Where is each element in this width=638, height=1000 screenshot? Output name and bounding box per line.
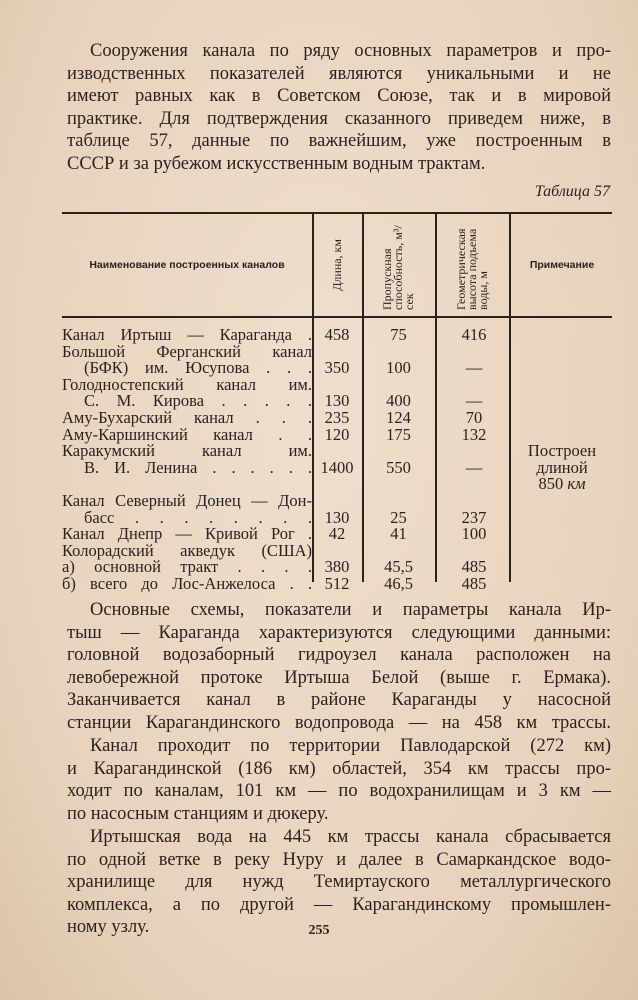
header-capacity-text: Пропускная способность, м³/сек <box>380 225 416 310</box>
cell-length: 380 <box>324 557 350 577</box>
text-line: по насосным станциям и дюкеру. <box>67 803 329 824</box>
text-line: тыш — Караганда характеризуются следующими данными: <box>67 622 611 643</box>
text-line: ходит по каналам, 101 км — по водохранилищам и 3 км — <box>67 781 611 802</box>
text-line: изводственных показателей являются уникальными и не <box>67 63 611 84</box>
cell-lift: 485 <box>461 557 487 577</box>
canal-name-line: Канал Северный Донец — Дон- <box>62 490 312 510</box>
text-line: Канал проходит по территории Павлодарской (272 км) <box>90 736 611 756</box>
cell-capacity: 175 <box>386 424 411 444</box>
text-line: практике. Для подтверждения сказанного приведем ниже, в <box>67 108 611 129</box>
cell-note <box>507 327 612 344</box>
cell-lift: 132 <box>461 424 487 444</box>
text-line: хранилище для нужд Темиртауского металлургического <box>67 872 611 893</box>
text-line: и Карагандинской (186 км) областей, 354 км трассы про- <box>67 758 611 779</box>
canal-name <box>62 443 312 476</box>
cell-capacity: 75 <box>390 325 407 344</box>
text-line: комплекса, а по другой — Карагандинскому промышлен- <box>67 894 611 915</box>
cell-capacity: 46,5 <box>384 573 413 593</box>
cell-capacity: 100 <box>386 358 411 378</box>
note-line: длиной <box>536 457 588 477</box>
cell-note <box>507 526 612 543</box>
table-header-rule <box>62 316 612 318</box>
header-length-text: Длина, км <box>329 239 344 291</box>
table-row <box>62 341 612 378</box>
text-line: станции Карагандинского водопровода — на 458 км трассы. <box>67 712 611 733</box>
cell-length: 42 <box>328 524 346 544</box>
canal-name-line: басс . . . . . . . . <box>84 507 312 527</box>
table-row <box>62 374 612 411</box>
cell-length: 235 <box>324 407 350 427</box>
canal-name-line: Голодностепский канал им. <box>62 374 312 394</box>
text-line: головной водозаборный гидроузел канала расположен на <box>67 645 611 666</box>
table-row <box>62 490 612 527</box>
cell-lift: 485 <box>461 573 487 593</box>
cell-length: 350 <box>324 358 350 378</box>
karakum-note <box>512 443 612 493</box>
note-line: Построен <box>527 441 597 461</box>
cell-note <box>507 493 612 526</box>
note-value: 850 <box>538 474 568 494</box>
text-line: Иртышская вода на 445 км трассы канала сбрасывается <box>90 827 611 847</box>
text-line: СССР и за рубежом искусственным водным трактам. <box>67 153 486 174</box>
canal-name <box>62 374 312 411</box>
cell-lift: — <box>465 358 483 378</box>
cell-length: 1400 <box>320 457 354 477</box>
canal-name-line: Канал Днепр — Кривой Рог . <box>62 524 312 544</box>
cell-note <box>507 576 612 593</box>
intro-paragraph <box>67 40 611 176</box>
text-line: таблице 57, данные по важнейшим, уже построенным в <box>67 131 611 152</box>
cell-note <box>507 559 612 576</box>
note-line <box>512 476 612 493</box>
canal-name-line: В. И. Ленина . . . . . . <box>84 457 312 477</box>
text-line: ному узлу. <box>67 917 150 938</box>
canal-name <box>62 490 312 527</box>
cell-length: 512 <box>324 573 350 593</box>
cell-note <box>507 377 612 410</box>
header-note: Примечание <box>529 259 595 271</box>
canal-name-line: Аму-Бухарский канал . . . <box>62 407 312 427</box>
header-capacity <box>362 214 435 316</box>
paragraph <box>67 735 611 825</box>
table-caption: Таблица 57 <box>534 183 610 200</box>
text-line: Сооружения канала по ряду основных параметров и про- <box>90 41 611 61</box>
cell-capacity: 550 <box>386 457 411 477</box>
cell-capacity: 124 <box>386 407 411 427</box>
page-number: 255 <box>308 923 330 938</box>
text-line: Основные схемы, показатели и параметры канала Ир- <box>90 600 611 620</box>
cell-lift: — <box>465 457 483 477</box>
canal-name-line: Большой Ферганский канал <box>62 341 312 361</box>
text-line: Заканчивается канал в районе Караганды у насосной <box>67 690 611 711</box>
cell-length: 130 <box>324 391 350 411</box>
canal-name-line: Аму-Каршинский канал . . <box>62 424 312 444</box>
canal-name-line: Колорадский акведук (США) <box>62 540 312 560</box>
cell-lift: 100 <box>461 524 487 544</box>
canal-name-line: б) всего до Лос-Анжелоса . . <box>62 573 312 593</box>
canal-name <box>62 341 312 378</box>
cell-lift: 237 <box>461 507 487 527</box>
paragraph <box>67 599 611 735</box>
cell-length: 120 <box>324 424 350 444</box>
cell-note <box>507 543 612 560</box>
cell-length: 458 <box>324 325 350 344</box>
text-line: по одной ветке в реку Нуру и далее в Самаркандское водо- <box>67 849 611 870</box>
cell-capacity: 45,5 <box>384 557 413 577</box>
cell-lift: — <box>465 391 483 411</box>
canal-name-line: Канал Иртыш — Караганда . <box>62 325 312 344</box>
cell-note <box>507 344 612 377</box>
header-length <box>312 214 362 316</box>
canal-name-line: Каракумский канал им. <box>62 441 312 461</box>
header-lift-text: Геометрическая высота подъема воды, м <box>453 228 490 310</box>
canal-name-line: С. М. Кирова . . . . . <box>84 391 312 411</box>
cell-length: 130 <box>324 507 350 527</box>
cell-capacity: 41 <box>390 524 407 544</box>
canal-name <box>62 573 312 593</box>
note-unit: км <box>567 474 586 494</box>
canal-name-line: а) основной тракт . . . . <box>62 557 312 577</box>
cell-capacity: 25 <box>390 507 407 527</box>
cell-lift: 416 <box>461 325 487 344</box>
header-name: Наименование построенных каналов <box>89 259 285 271</box>
table-row <box>62 573 612 593</box>
cell-lift: 70 <box>465 407 483 427</box>
cell-capacity: 400 <box>386 391 411 411</box>
cell-note <box>507 410 612 427</box>
header-lift <box>435 214 509 316</box>
text-line: имеют равных как в Советском Союзе, так и в мировой <box>67 86 611 107</box>
canal-name-line: (БФК) им. Юсупова . . . <box>84 358 312 378</box>
text-line: левобережной протоке Иртыша Белой (выше г. Ермака). <box>67 667 611 688</box>
